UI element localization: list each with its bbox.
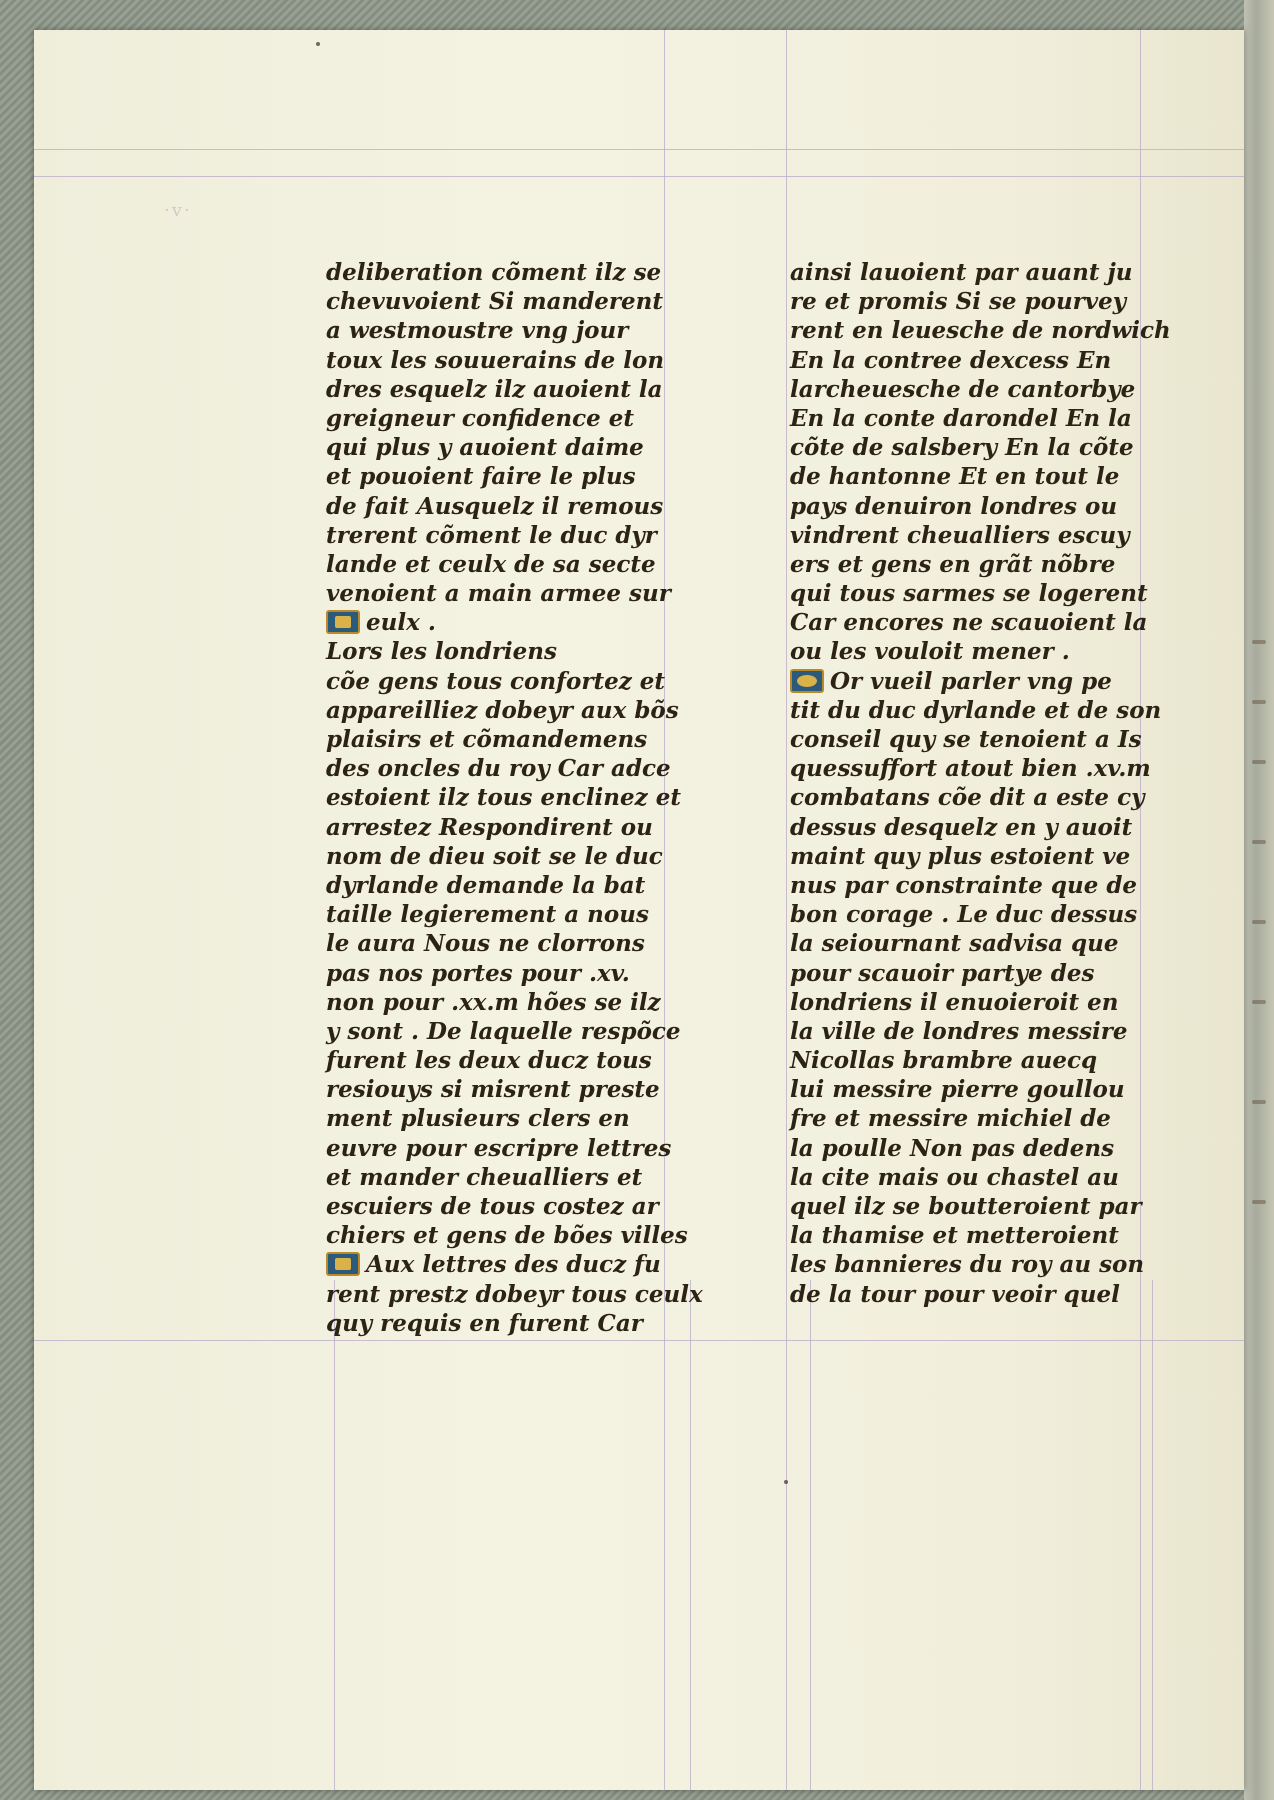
- text-line-content: a westmoustre vng jour: [326, 317, 629, 345]
- text-line: [790, 258, 1170, 287]
- ruling-line: [34, 1340, 1244, 1341]
- text-line: [326, 988, 726, 1017]
- text-line: [326, 579, 726, 608]
- text-line-content: arrestez Respondirent ou: [326, 813, 653, 841]
- text-line: [326, 637, 726, 666]
- text-line: [790, 1046, 1170, 1075]
- text-line: [326, 1046, 726, 1075]
- text-line-content: estoient ilz tous enclinez et: [326, 784, 681, 812]
- text-line: [326, 1163, 726, 1192]
- text-line-content: quessuffort atout bien .xv.m: [790, 755, 1151, 783]
- text-line: [326, 1250, 726, 1279]
- text-line-content: Lors les londriens: [326, 638, 557, 666]
- text-line-content: plaisirs et cõmandemens: [326, 726, 648, 753]
- text-line-content: lui messire pierre goullou: [790, 1076, 1125, 1104]
- ruling-line: [810, 1280, 811, 1790]
- text-line-content: pays denuiron londres ou: [790, 492, 1118, 520]
- text-line: [326, 696, 726, 725]
- text-line-content: trerent cõment le duc dyr: [326, 521, 657, 549]
- text-line-content: dyrlande demande la bat: [326, 871, 646, 899]
- text-line-content: pas nos portes pour .xv.: [326, 959, 630, 987]
- adjacent-page-edge: [1244, 0, 1274, 1800]
- text-line-content: quel ilz se boutteroient par: [790, 1193, 1142, 1220]
- text-line: [790, 433, 1170, 462]
- text-line-content: bon corage . Le duc dessus: [790, 901, 1138, 929]
- text-line-content: nom de dieu soit se le duc: [326, 842, 663, 870]
- text-line: [790, 1280, 1170, 1309]
- text-line-content: la poulle Non pas dedens: [790, 1134, 1115, 1162]
- text-line-content: quy requis en furent Car: [326, 1309, 643, 1337]
- text-line-content: appareilliez dobeyr aux bõs: [326, 696, 679, 724]
- text-line: [326, 842, 726, 871]
- text-line: [790, 521, 1170, 550]
- ruling-line: [34, 176, 1244, 177]
- text-line: [326, 754, 726, 783]
- text-line: [790, 462, 1170, 491]
- text-line-content: la thamise et metteroient: [790, 1222, 1119, 1250]
- text-line-content: Car encores ne scauoient la: [790, 609, 1148, 637]
- text-line: [326, 783, 726, 812]
- text-line: [326, 316, 726, 345]
- text-line-content: deliberation cõment ilz se: [326, 259, 662, 286]
- text-line-content: et pouoient faire le plus: [326, 463, 636, 491]
- text-line-content: conseil quy se tenoient a Is: [790, 726, 1142, 753]
- text-line: [326, 1075, 726, 1104]
- text-line-content: En la contree dexcess En: [790, 346, 1112, 374]
- text-line-content: vindrent cheualliers escuy: [790, 521, 1130, 549]
- text-line-content: escuiers de tous costez ar: [326, 1193, 659, 1220]
- text-line: [326, 959, 726, 988]
- text-line-content: des oncles du roy Car adce: [326, 755, 671, 783]
- text-line: [790, 608, 1170, 637]
- text-line: [790, 1163, 1170, 1192]
- text-line-content: cõte de salsbery En la cõte: [790, 434, 1134, 462]
- text-line: [790, 871, 1170, 900]
- text-line: [790, 988, 1170, 1017]
- text-line-content: Aux lettres des ducz fu: [366, 1251, 661, 1279]
- text-line-content: venoient a main armee sur: [326, 580, 671, 608]
- text-line: [790, 404, 1170, 433]
- text-line-content: les bannieres du roy au son: [790, 1251, 1145, 1279]
- text-line: [326, 1192, 726, 1221]
- ruling-line: [786, 30, 787, 1790]
- text-line: [790, 900, 1170, 929]
- text-line-content: de fait Ausquelz il remous: [326, 492, 664, 520]
- text-line-content: la ville de londres messire: [790, 1017, 1128, 1045]
- text-line: [326, 667, 726, 696]
- text-line: [326, 346, 726, 375]
- text-line: [326, 1104, 726, 1133]
- text-line-content: En la conte darondel En la: [790, 404, 1132, 432]
- text-line: [790, 550, 1170, 579]
- illuminated-initial-icon: [326, 610, 360, 634]
- text-line: [790, 696, 1170, 725]
- ruling-line: [334, 1280, 335, 1790]
- text-line-content: toux les souuerains de lon: [326, 346, 665, 374]
- text-line: [790, 725, 1170, 754]
- text-line-content: pour scauoir partye des: [790, 959, 1095, 987]
- text-line: [790, 346, 1170, 375]
- text-line: [326, 1221, 726, 1250]
- text-line: [790, 667, 1170, 696]
- text-line: [326, 1134, 726, 1163]
- text-line-content: qui plus y auoient daime: [326, 434, 644, 462]
- text-line-content: et mander cheualliers et: [326, 1163, 643, 1191]
- text-line: [790, 637, 1170, 666]
- text-line-content: y sont . De laquelle respõce: [326, 1017, 681, 1045]
- text-line-content: lande et ceulx de sa secte: [326, 550, 656, 578]
- text-line-content: la seiournant sadvisa que: [790, 930, 1119, 958]
- text-column-right: [790, 258, 1170, 1309]
- text-line: [790, 1075, 1170, 1104]
- text-line: [326, 1280, 726, 1309]
- text-line-content: la cite mais ou chastel au: [790, 1163, 1119, 1191]
- text-line: [326, 871, 726, 900]
- text-line: [790, 1104, 1170, 1133]
- text-line-content: euvre pour escripre lettres: [326, 1134, 672, 1162]
- text-line: [326, 492, 726, 521]
- illuminated-initial-icon: [326, 1252, 360, 1276]
- text-line: [326, 900, 726, 929]
- text-line-content: greigneur confidence et: [326, 404, 634, 432]
- text-line: [326, 404, 726, 433]
- text-line-content: londriens il enuoieroit en: [790, 988, 1119, 1016]
- ink-speck: [784, 1480, 788, 1484]
- text-line-content: cõe gens tous confortez et: [326, 667, 666, 695]
- text-line: [326, 375, 726, 404]
- text-line-content: nus par constrainte que de: [790, 871, 1138, 899]
- text-line: [326, 1309, 726, 1338]
- text-line: [790, 813, 1170, 842]
- text-line-content: dessus desquelz en y auoit: [790, 813, 1133, 841]
- text-line: [326, 725, 726, 754]
- text-line: [790, 375, 1170, 404]
- text-line-content: Or vueil parler vng pe: [830, 667, 1112, 695]
- ruling-line: [1152, 1280, 1153, 1790]
- text-line: [326, 462, 726, 491]
- text-line-content: de la tour pour veoir quel: [790, 1280, 1120, 1308]
- text-line-content: combatans cõe dit a este cy: [790, 784, 1145, 812]
- text-line: [790, 1221, 1170, 1250]
- text-line-content: fre et messire michiel de: [790, 1105, 1111, 1133]
- text-line-content: taille legierement a nous: [326, 901, 649, 929]
- text-line: [790, 492, 1170, 521]
- text-line: [790, 287, 1170, 316]
- text-line-content: larcheuesche de cantorbye: [790, 375, 1136, 403]
- ruling-line: [690, 1280, 691, 1790]
- text-line-content: ainsi lauoient par auant ju: [790, 259, 1133, 286]
- text-line-content: chevuvoient Si manderent: [326, 288, 664, 316]
- text-line: [326, 813, 726, 842]
- text-line: [790, 1134, 1170, 1163]
- text-column-left: [326, 258, 726, 1338]
- ruling-line: [34, 149, 1244, 150]
- text-line-content: non pour .xx.m hões se ilz: [326, 988, 661, 1016]
- text-line: [790, 783, 1170, 812]
- text-line: [790, 842, 1170, 871]
- text-line-content: rent prestz dobeyr tous ceulx: [326, 1280, 703, 1308]
- text-line-content: tit du duc dyrlande et de son: [790, 696, 1162, 724]
- folio-number: ·v·: [164, 200, 192, 221]
- text-line-content: le aura Nous ne clorrons: [326, 930, 645, 958]
- text-line: [790, 929, 1170, 958]
- text-line: [326, 258, 726, 287]
- text-line-content: re et promis Si se pourvey: [790, 288, 1127, 316]
- text-line-content: rent en leuesche de nordwich: [790, 317, 1171, 345]
- text-line: [326, 1017, 726, 1046]
- text-line-content: furent les deux ducz tous: [326, 1047, 652, 1075]
- text-line: [326, 433, 726, 462]
- text-line-content: ment plusieurs clers en: [326, 1105, 630, 1133]
- text-line: [790, 316, 1170, 345]
- text-line: [326, 929, 726, 958]
- text-line: [790, 754, 1170, 783]
- text-line-content: qui tous sarmes se logerent: [790, 580, 1148, 608]
- text-line: [790, 579, 1170, 608]
- text-line: [790, 959, 1170, 988]
- text-line: [326, 521, 726, 550]
- text-line-content: eulx .: [366, 609, 436, 637]
- illuminated-initial-icon: [790, 669, 824, 693]
- text-line: [326, 608, 726, 637]
- text-line-content: ers et gens en grãt nõbre: [790, 550, 1116, 578]
- text-line: [326, 287, 726, 316]
- text-line: [790, 1017, 1170, 1046]
- text-line: [326, 550, 726, 579]
- text-line-content: ou les vouloit mener .: [790, 638, 1070, 666]
- text-line-content: Nicollas brambre auecq: [790, 1047, 1098, 1075]
- text-line-content: dres esquelz ilz auoient la: [326, 375, 663, 403]
- text-line: [790, 1192, 1170, 1221]
- text-line-content: maint quy plus estoient ve: [790, 842, 1131, 870]
- text-line: [790, 1250, 1170, 1279]
- text-line-content: de hantonne Et en tout le: [790, 463, 1120, 491]
- text-line-content: chiers et gens de bões villes: [326, 1222, 688, 1250]
- ink-speck: [316, 42, 320, 46]
- text-line-content: resiouys si misrent preste: [326, 1076, 660, 1104]
